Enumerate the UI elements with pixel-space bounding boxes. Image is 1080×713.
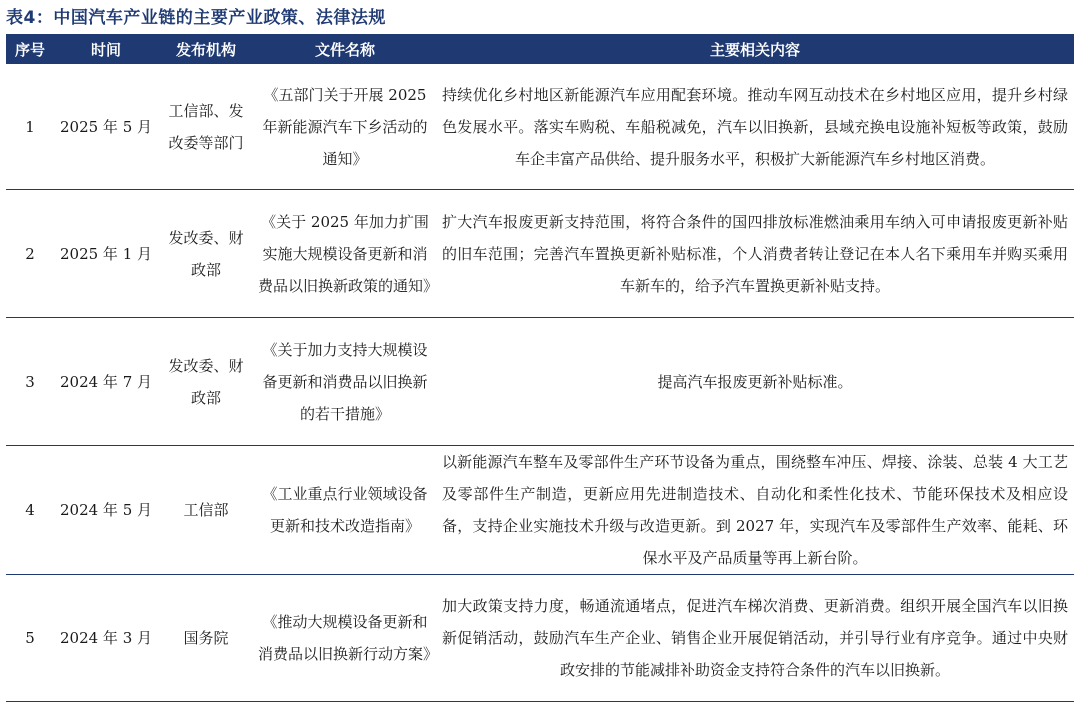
cell-org: 工信部 <box>158 446 254 575</box>
cell-doc: 《五部门关于开展 2025 年新能源汽车下乡活动的通知》 <box>254 64 436 190</box>
cell-time: 2024 年 7 月 <box>54 318 158 446</box>
table-header-row <box>6 34 1074 64</box>
table-row <box>6 190 1074 318</box>
cell-doc: 《推动大规模设备更新和消费品以旧换新行动方案》 <box>254 575 436 702</box>
cell-no: 2 <box>6 190 54 318</box>
cell-no: 4 <box>6 446 54 575</box>
cell-time: 2024 年 5 月 <box>54 446 158 575</box>
cell-doc: 《关于 2025 年加力扩围实施大规模设备更新和消费品以旧换新政策的通知》 <box>254 190 436 318</box>
cell-doc: 《关于加力支持大规模设备更新和消费品以旧换新的若干措施》 <box>254 318 436 446</box>
cell-org: 工信部、发改委等部门 <box>158 64 254 190</box>
cell-no: 3 <box>6 318 54 446</box>
cell-content: 以新能源汽车整车及零部件生产环节设备为重点，围绕整车冲压、焊接、涂装、总装 4 大工艺及零部件生产制造，更新应用先进制造技术、自动化和柔性化技术、节能环保技术及相应设备，支持企业实施技术升级与改造更新。到 2027 年，实现汽车及零部件生产效率、能耗、环保水平及产品质量等再上新台阶。 <box>436 446 1074 575</box>
cell-time: 2025 年 1 月 <box>54 190 158 318</box>
table-title: 表4：中国汽车产业链的主要产业政策、法律法规 <box>6 8 386 28</box>
cell-content: 提高汽车报废更新补贴标准。 <box>436 318 1074 446</box>
cell-no: 5 <box>6 575 54 702</box>
header-no: 序号 <box>6 34 54 64</box>
header-org: 发布机构 <box>158 34 254 64</box>
table-row <box>6 446 1074 575</box>
cell-no: 1 <box>6 64 54 190</box>
cell-time: 2025 年 5 月 <box>54 64 158 190</box>
header-time: 时间 <box>54 34 158 64</box>
cell-content: 扩大汽车报废更新支持范围，将符合条件的国四排放标准燃油乘用车纳入可申请报废更新补贴的旧车范围；完善汽车置换更新补贴标准，个人消费者转让登记在本人名下乘用车并购买乘用车新车的，给予汽车置换更新补贴支持。 <box>436 190 1074 318</box>
cell-content: 加大政策支持力度，畅通流通堵点，促进汽车梯次消费、更新消费。组织开展全国汽车以旧换新促销活动，鼓励汽车生产企业、销售企业开展促销活动，并引导行业有序竞争。通过中央财政安排的节能减排补助资金支持符合条件的汽车以旧换新。 <box>436 575 1074 702</box>
table-row <box>6 318 1074 446</box>
header-doc: 文件名称 <box>254 34 436 64</box>
table-row <box>6 575 1074 702</box>
table-row <box>6 64 1074 190</box>
cell-content: 持续优化乡村地区新能源汽车应用配套环境。推动车网互动技术在乡村地区应用，提升乡村绿色发展水平。落实车购税、车船税减免，汽车以旧换新，县域充换电设施补短板等政策，鼓励车企丰富产品供给、提升服务水平，积极扩大新能源汽车乡村地区消费。 <box>436 64 1074 190</box>
header-content: 主要相关内容 <box>436 34 1074 64</box>
policy-table <box>6 34 1074 702</box>
cell-org: 发改委、财政部 <box>158 190 254 318</box>
cell-org: 国务院 <box>158 575 254 702</box>
cell-org: 发改委、财政部 <box>158 318 254 446</box>
cell-doc: 《工业重点行业领域设备更新和技术改造指南》 <box>254 446 436 575</box>
cell-time: 2024 年 3 月 <box>54 575 158 702</box>
